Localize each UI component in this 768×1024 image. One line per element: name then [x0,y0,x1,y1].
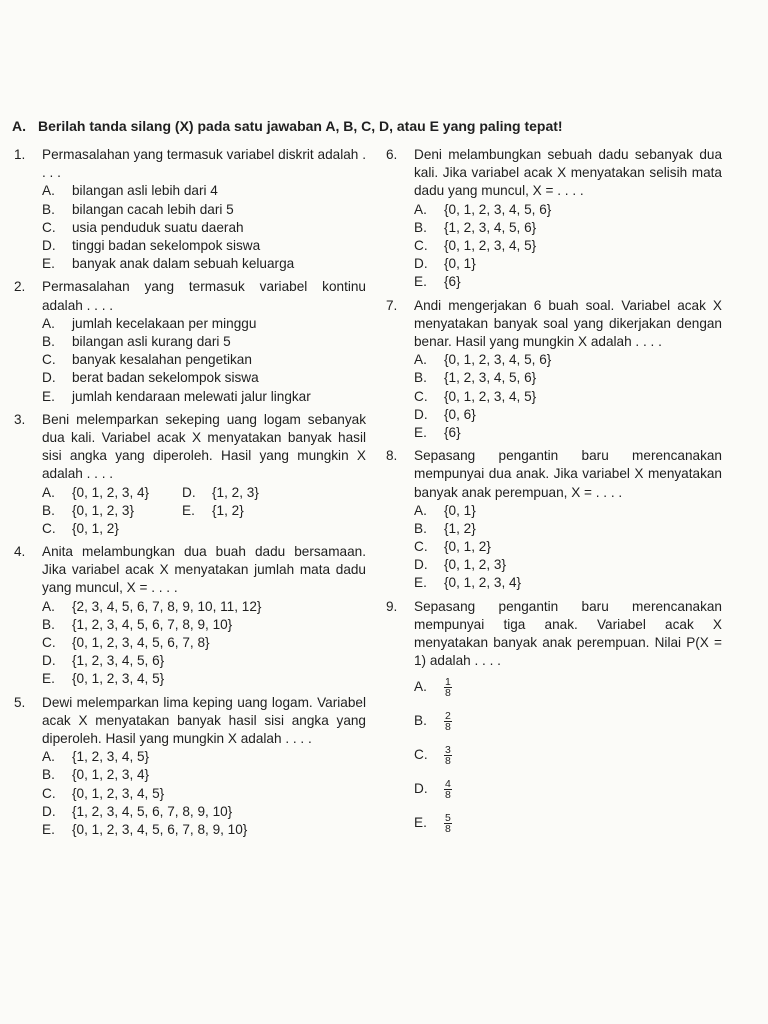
option-d[interactable] [414,406,722,424]
option-e[interactable] [42,821,366,839]
option-letter: B. [414,370,427,386]
section-label: A. [12,118,26,134]
option-a[interactable] [42,182,366,200]
option-a[interactable] [414,201,722,219]
option-c[interactable] [414,538,722,556]
fraction-denominator: 8 [445,686,451,699]
option-text: usia penduduk suatu daerah [72,219,244,235]
section-heading [12,118,563,134]
fraction-numerator: 1 [445,675,451,688]
option-e[interactable] [414,806,722,840]
option-letter: D. [414,557,428,573]
option-b[interactable] [42,502,182,520]
option-text: {1, 2, 3, 4, 5, 6} [72,653,165,669]
left-column [14,146,366,844]
option-b[interactable] [42,766,366,784]
option-letter: C. [42,635,56,651]
question-number: 5. [14,694,26,710]
option-text: {1, 2, 3, 4, 5, 6, 7, 8, 9, 10} [72,616,233,632]
option-c[interactable] [42,520,182,538]
option-letter: A. [42,749,55,765]
question-5 [14,694,366,840]
option-letter: E. [414,424,427,440]
question-stem: Dewi melemparkan lima keping uang logam. Variabel acak X menyatakan banyak hasil sisi angka yang diperoleh. Hasil yang mungkin X adalah . . . . [42,694,366,747]
option-letter: A. [42,598,55,614]
question-stem: Deni melambungkan sebuah dadu sebanyak dua kali. Jika variabel acak X menyatakan selisih mata dadu yang muncul, X = . . . . [414,147,722,199]
option-letter: D. [182,484,196,500]
option-letter: C. [42,219,56,235]
option-text: {0, 1, 2, 3, 4, 5} [444,237,537,253]
option-text: {0, 1, 2, 3, 4, 5, 6, 7, 8, 9, 10} [72,821,248,837]
option-c[interactable] [42,351,366,369]
option-a[interactable] [42,315,366,333]
option-b[interactable] [414,369,722,387]
question-stem: Anita melambungkan dua buah dadu bersamaan. Jika variabel acak X menyatakan jumlah mata dadu yang muncul, X = . . . . [42,544,366,596]
option-letter: C. [42,785,56,801]
question-stem: Permasalahan yang termasuk variabel kontinu adalah . . . . [42,279,366,313]
option-letter: A. [42,183,55,199]
section-instruction: Berilah tanda silang (X) pada satu jawaban A, B, C, D, atau E yang paling tepat! [38,118,563,134]
option-letter: C. [414,539,428,555]
question-4 [14,543,366,689]
option-text: {0, 1, 2} [72,520,119,536]
option-letter: B. [42,616,55,632]
option-letter: D. [414,406,428,422]
question-number: 7. [386,297,398,313]
option-letter: A. [42,484,55,500]
option-text: bilangan asli lebih dari 4 [72,183,218,199]
question-number: 6. [386,147,398,162]
question-3 [14,411,366,538]
option-letter: E. [414,274,427,290]
option-text: {1, 2, 3, 4, 5, 6} [444,370,537,386]
option-letter: B. [42,201,55,217]
option-letter: D. [42,237,56,253]
option-text: {2, 3, 4, 5, 6, 7, 8, 9, 10, 11, 12} [72,598,262,614]
option-c[interactable] [414,237,722,255]
option-text: jumlah kecelakaan per minggu [72,315,257,331]
option-c[interactable] [414,388,722,406]
option-e[interactable] [182,502,352,520]
option-e[interactable] [42,255,366,273]
option-b[interactable] [42,201,366,219]
option-b[interactable] [414,219,722,237]
option-text: {0, 1, 2, 3, 4, 5, 6} [444,201,552,217]
option-text: bilangan cacah lebih dari 5 [72,201,234,217]
option-letter: D. [42,370,56,386]
option-letter: C. [414,747,428,763]
option-letter: A. [42,315,55,331]
question-number: 4. [14,544,26,560]
option-text: jumlah kendaraan melewati jalur lingkar [72,388,311,404]
option-text: {1, 2, 3, 4, 5, 6, 7, 8, 9, 10} [72,803,233,819]
question-7 [386,297,722,443]
option-letter: A. [414,352,427,368]
option-letter: B. [414,713,427,729]
option-d[interactable] [414,772,722,806]
option-text: {0, 1} [444,256,476,272]
question-8 [386,447,722,593]
option-b[interactable] [414,704,722,738]
fraction-numerator: 5 [445,811,451,824]
option-text: {1, 2} [444,520,476,536]
option-e[interactable] [42,388,366,406]
option-text: {0, 1, 2, 3, 4, 5} [444,388,537,404]
option-letter: E. [42,256,55,272]
option-letter: D. [42,803,56,819]
question-number: 2. [14,279,26,295]
option-letter: C. [414,388,428,404]
option-e[interactable] [414,574,722,592]
question-stem: Beni melemparkan sekeping uang logam sebanyak dua kali. Variabel acak X menyatakan banyak hasil sisi angka yang diperoleh. Hasil yang mungkin X adalah . . . . [42,411,366,482]
option-text: {0, 1, 2, 3, 4, 5, 6} [444,352,552,368]
option-text: {0, 1, 2, 3, 4} [444,575,522,591]
option-letter: C. [414,237,428,253]
question-stem: Permasalahan yang termasuk variabel diskrit adalah . . . . [42,147,366,181]
option-e[interactable] [414,424,722,442]
option-b[interactable] [42,333,366,351]
option-letter: B. [42,502,55,518]
option-a[interactable] [42,484,182,502]
option-text: {0, 1, 2, 3, 4} [72,767,150,783]
option-letter: A. [414,502,427,518]
option-text: berat badan sekelompok siswa [72,370,259,386]
option-text: tinggi badan sekelompok siswa [72,237,261,253]
question-1 [14,146,366,273]
option-letter: B. [414,520,427,536]
option-text: {0, 1, 2, 3, 4} [72,484,150,500]
option-letter: E. [42,671,55,687]
option-letter: D. [414,781,428,797]
fraction-denominator: 8 [445,720,451,733]
option-d[interactable] [414,255,722,273]
question-stem: Sepasang pengantin baru merencanakan mempunyai dua anak. Jika variabel X menyatakan banyak anak perempuan, X = . . . . [414,448,722,500]
option-letter: A. [414,201,427,217]
fraction-denominator: 8 [445,822,451,835]
option-d[interactable] [42,237,366,255]
question-number: 1. [14,147,26,162]
option-text: {0, 1, 2, 3, 4, 5} [72,785,165,801]
question-stem: Andi mengerjakan 6 buah soal. Variabel acak X menyatakan banyak soal yang dikerjakan dengan benar. Hasil yang mungkin X adalah . . . . [414,297,722,349]
option-e[interactable] [42,670,366,688]
option-a[interactable] [42,748,366,766]
option-c[interactable] [414,738,722,772]
fraction-denominator: 8 [445,788,451,801]
option-d[interactable] [42,803,366,821]
option-a[interactable] [414,502,722,520]
option-letter: E. [414,575,427,591]
option-e[interactable] [414,273,722,291]
option-text: {1, 2, 3, 4, 5, 6} [444,219,537,235]
option-letter: B. [42,767,55,783]
option-c[interactable] [42,785,366,803]
option-text: {0, 6} [444,406,476,422]
option-text: {0, 1} [444,502,476,518]
fraction-numerator: 4 [445,777,451,790]
option-fraction [444,745,452,766]
option-fraction [444,779,452,800]
option-d[interactable] [414,556,722,574]
option-text: {0, 1, 2, 3, 4, 5, 6, 7, 8} [72,635,210,651]
option-text: {6} [444,424,461,440]
option-letter: D. [42,653,56,669]
option-a[interactable] [414,351,722,369]
option-b[interactable] [42,616,366,634]
option-text: banyak kesalahan pengetikan [72,352,252,368]
option-d[interactable] [42,652,366,670]
option-letter: C. [42,352,56,368]
option-text: {0, 1, 2, 3} [72,502,134,518]
option-text: {1, 2, 3, 4, 5} [72,749,150,765]
option-letter: E. [182,502,195,518]
option-text: bilangan asli kurang dari 5 [72,333,231,349]
option-letter: E. [42,388,55,404]
option-letter: D. [414,256,428,272]
option-c[interactable] [42,219,366,237]
question-9 [386,598,722,841]
option-letter: E. [414,815,427,831]
option-text: banyak anak dalam sebuah keluarga [72,256,295,272]
question-number: 8. [386,448,398,464]
option-letter: C. [42,520,56,536]
option-c[interactable] [42,634,366,652]
option-letter: B. [42,333,55,349]
question-stem: Sepasang pengantin baru merencanakan mempunyai tiga anak. Variabel acak X menyatakan banyak anak perempuan. Nilai P(X = 1) adalah . . . . [414,598,722,669]
option-fraction [444,711,452,732]
option-text: {6} [444,274,461,290]
question-2 [14,278,366,405]
option-text: {0, 1, 2, 3, 4, 5} [72,671,165,687]
question-number: 3. [14,411,26,427]
fraction-denominator: 8 [445,754,451,767]
option-a[interactable] [414,670,722,704]
option-d[interactable] [42,369,366,387]
option-letter: B. [414,219,427,235]
right-column [386,146,722,845]
option-text: {1, 2, 3} [212,484,259,500]
option-letter: E. [42,821,55,837]
option-b[interactable] [414,520,722,538]
fraction-numerator: 2 [445,709,451,722]
option-d[interactable] [182,484,352,502]
option-text: {0, 1, 2, 3} [444,557,506,573]
question-number: 9. [386,598,398,614]
option-text: {1, 2} [212,502,244,518]
question-6 [386,146,722,292]
option-fraction [444,813,452,834]
option-letter: A. [414,679,427,695]
option-text: {0, 1, 2} [444,539,491,555]
option-fraction [444,677,452,698]
option-a[interactable] [42,598,366,616]
fraction-numerator: 3 [445,743,451,756]
